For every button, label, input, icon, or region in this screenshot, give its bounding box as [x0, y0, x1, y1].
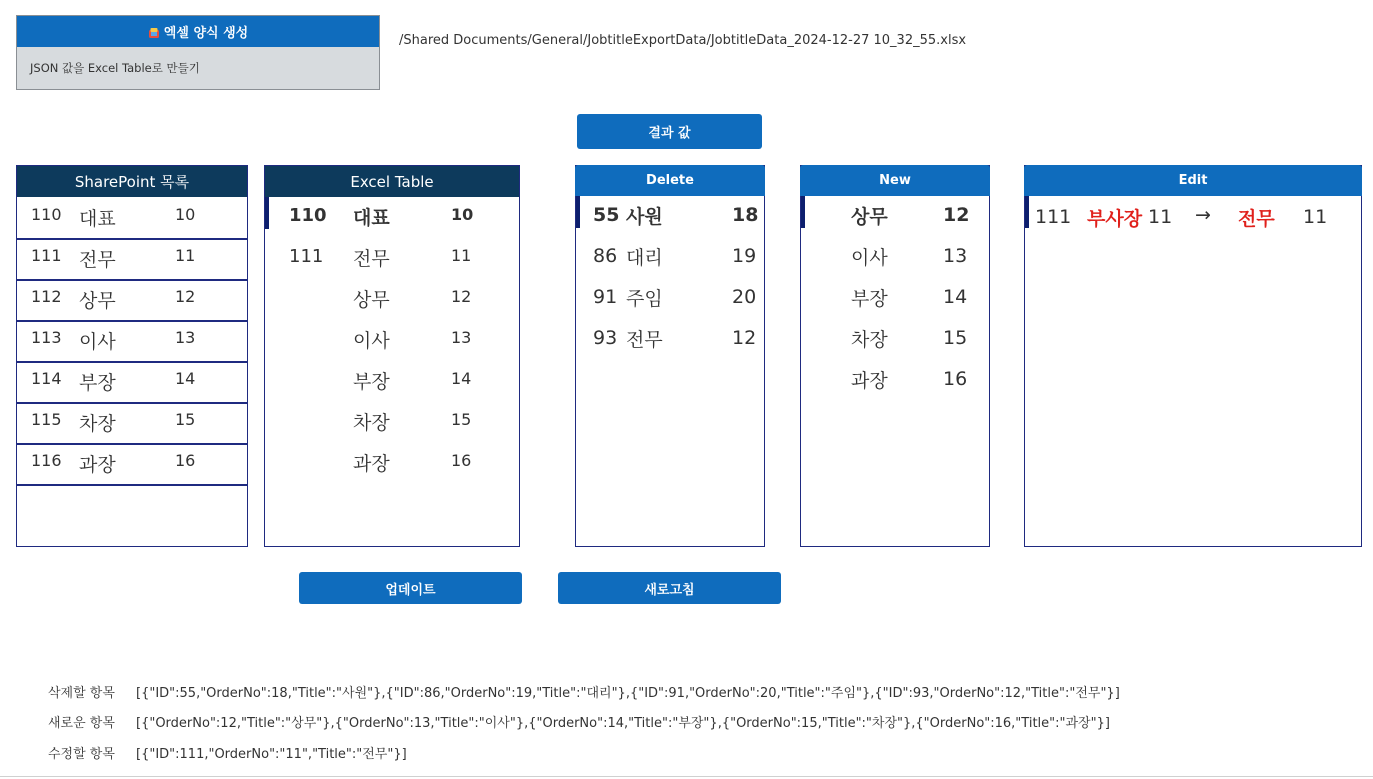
row-order-no: 12 [451, 287, 472, 306]
arrow-icon: → [1195, 204, 1211, 226]
summary-new-label: 새로운 항목 [48, 716, 115, 731]
row-order-no: 14 [175, 369, 196, 388]
delete-row[interactable] [576, 319, 764, 359]
excel-form-header[interactable] [17, 16, 379, 47]
row-order-no: 11 [451, 246, 472, 265]
new-row[interactable] [801, 278, 989, 318]
selection-indicator [801, 196, 805, 228]
row-order-no: 11 [175, 246, 196, 265]
row-title: 차장 [353, 412, 390, 434]
row-title: 부장 [79, 372, 116, 394]
row-order-no: 15 [451, 410, 472, 429]
row-title: 부장 [851, 288, 888, 310]
summary-new-value: [{"OrderNo":12,"Title":"상무"},{"OrderNo":13,"Title":"이사"},{"OrderNo":14,"Title":"부장"},{"OrderNo":15,"Title":"차장"},{"OrderNo":16,"Title":"과장"}] [136, 716, 1110, 731]
row-title: 과장 [851, 370, 888, 392]
excel-form-subtitle: JSON 값을 Excel Table로 만들기 [30, 61, 200, 75]
row-order-no: 15 [175, 410, 196, 429]
new-header: New [800, 165, 990, 196]
new-row[interactable] [801, 237, 989, 277]
row-order-no: 12 [732, 327, 757, 349]
row-order-no: 14 [943, 286, 968, 308]
row-order-no: 12 [175, 287, 196, 306]
row-order-no: 16 [175, 451, 196, 470]
row-title: 이사 [79, 331, 116, 353]
row-title: 과장 [79, 454, 116, 476]
sharepoint-list-panel [16, 165, 248, 547]
edit-header: Edit [1024, 165, 1362, 196]
row-order-no: 12 [943, 204, 970, 226]
delete-row[interactable] [576, 237, 764, 277]
row-id: 86 [593, 245, 618, 267]
row-title: 전무 [79, 249, 116, 271]
summary-delete-label: 삭제할 항목 [48, 686, 115, 701]
row-order-no: 13 [451, 328, 472, 347]
row-id: 113 [31, 328, 62, 347]
row-order-no: 16 [451, 451, 472, 470]
row-title: 대리 [626, 247, 663, 269]
summary-delete [48, 682, 1120, 701]
sharepoint-row[interactable] [17, 279, 247, 322]
edit-row[interactable] [1025, 196, 1361, 236]
edit-old-no: 11 [1148, 206, 1173, 228]
excel-table-header: Excel Table [265, 166, 519, 197]
sharepoint-row[interactable] [17, 197, 247, 240]
summary-edit-label: 수정할 항목 [48, 747, 115, 762]
excel-table-panel [264, 165, 520, 547]
delete-panel [575, 165, 765, 547]
edit-panel [1024, 165, 1362, 547]
row-title: 대표 [353, 207, 390, 229]
row-title: 상무 [353, 289, 390, 311]
row-title: 차장 [79, 413, 116, 435]
row-order-no: 20 [732, 286, 757, 308]
row-order-no: 15 [943, 327, 968, 349]
row-order-no: 10 [175, 205, 196, 224]
row-id: 111 [289, 246, 324, 267]
excel-row[interactable] [265, 320, 519, 360]
row-id: 110 [31, 205, 62, 224]
excel-icon [148, 27, 160, 39]
row-title: 주임 [626, 288, 663, 310]
row-order-no: 13 [943, 245, 968, 267]
edit-id: 111 [1035, 206, 1072, 228]
row-order-no: 10 [451, 205, 474, 224]
row-id: 91 [593, 286, 618, 308]
refresh-button[interactable]: 새로고침 [558, 572, 781, 604]
delete-row[interactable] [576, 278, 764, 318]
row-title: 부장 [353, 371, 390, 393]
row-id: 112 [31, 287, 62, 306]
row-title: 대표 [79, 208, 116, 230]
row-order-no: 16 [943, 368, 968, 390]
row-id: 115 [31, 410, 62, 429]
row-order-no: 14 [451, 369, 472, 388]
bottom-divider [0, 776, 1373, 777]
row-title: 상무 [851, 206, 888, 228]
row-title: 전무 [626, 329, 663, 351]
sharepoint-list-header: SharePoint 목록 [17, 166, 247, 197]
excel-row[interactable] [265, 238, 519, 278]
row-title: 사원 [626, 206, 663, 228]
selection-indicator [1025, 196, 1029, 228]
new-row[interactable] [801, 196, 989, 236]
row-title: 이사 [353, 330, 390, 352]
row-order-no: 18 [732, 204, 759, 226]
selection-indicator [576, 196, 580, 228]
summary-edit-value: [{"ID":111,"OrderNo":"11","Title":"전무"}] [136, 747, 407, 762]
file-path: /Shared Documents/General/JobtitleExportData/JobtitleData_2024-12-27 10_32_55.xlsx [399, 33, 967, 48]
excel-form-title: 엑셀 양식 생성 [163, 26, 249, 41]
row-title: 전무 [353, 248, 390, 270]
sharepoint-row[interactable] [17, 402, 247, 445]
excel-row[interactable] [265, 402, 519, 442]
edit-new-title: 전무 [1238, 208, 1275, 230]
edit-old-title: 부사장 [1087, 208, 1143, 230]
delete-header: Delete [575, 165, 765, 196]
row-title: 상무 [79, 290, 116, 312]
row-title: 과장 [353, 453, 390, 475]
summary-new [48, 712, 1110, 731]
row-title: 차장 [851, 329, 888, 351]
result-button[interactable]: 결과 값 [577, 114, 762, 149]
row-order-no: 19 [732, 245, 757, 267]
row-id: 93 [593, 327, 618, 349]
excel-row[interactable] [265, 361, 519, 401]
new-row[interactable] [801, 360, 989, 400]
row-id: 55 [593, 204, 620, 226]
excel-row[interactable] [265, 443, 519, 483]
row-title: 이사 [851, 247, 888, 269]
edit-new-no: 11 [1303, 206, 1328, 228]
new-panel [800, 165, 990, 547]
excel-form-card [16, 15, 380, 90]
update-button[interactable]: 업데이트 [299, 572, 522, 604]
row-order-no: 13 [175, 328, 196, 347]
summary-edit [48, 743, 407, 762]
selection-indicator [265, 197, 269, 229]
row-id: 111 [31, 246, 62, 265]
summary-delete-value: [{"ID":55,"OrderNo":18,"Title":"사원"},{"ID":86,"OrderNo":19,"Title":"대리"},{"ID":91,"OrderNo":20,"Title":"주임"},{"ID":93,"OrderNo":12,"Title":"전무"}] [136, 686, 1120, 701]
row-id: 110 [289, 205, 327, 226]
excel-row[interactable] [265, 197, 519, 237]
sharepoint-row[interactable] [17, 320, 247, 363]
sharepoint-row[interactable] [17, 361, 247, 404]
sharepoint-row[interactable] [17, 443, 247, 486]
excel-row[interactable] [265, 279, 519, 319]
row-id: 114 [31, 369, 62, 388]
sharepoint-row[interactable] [17, 238, 247, 281]
delete-row[interactable] [576, 196, 764, 236]
new-row[interactable] [801, 319, 989, 359]
row-id: 116 [31, 451, 62, 470]
